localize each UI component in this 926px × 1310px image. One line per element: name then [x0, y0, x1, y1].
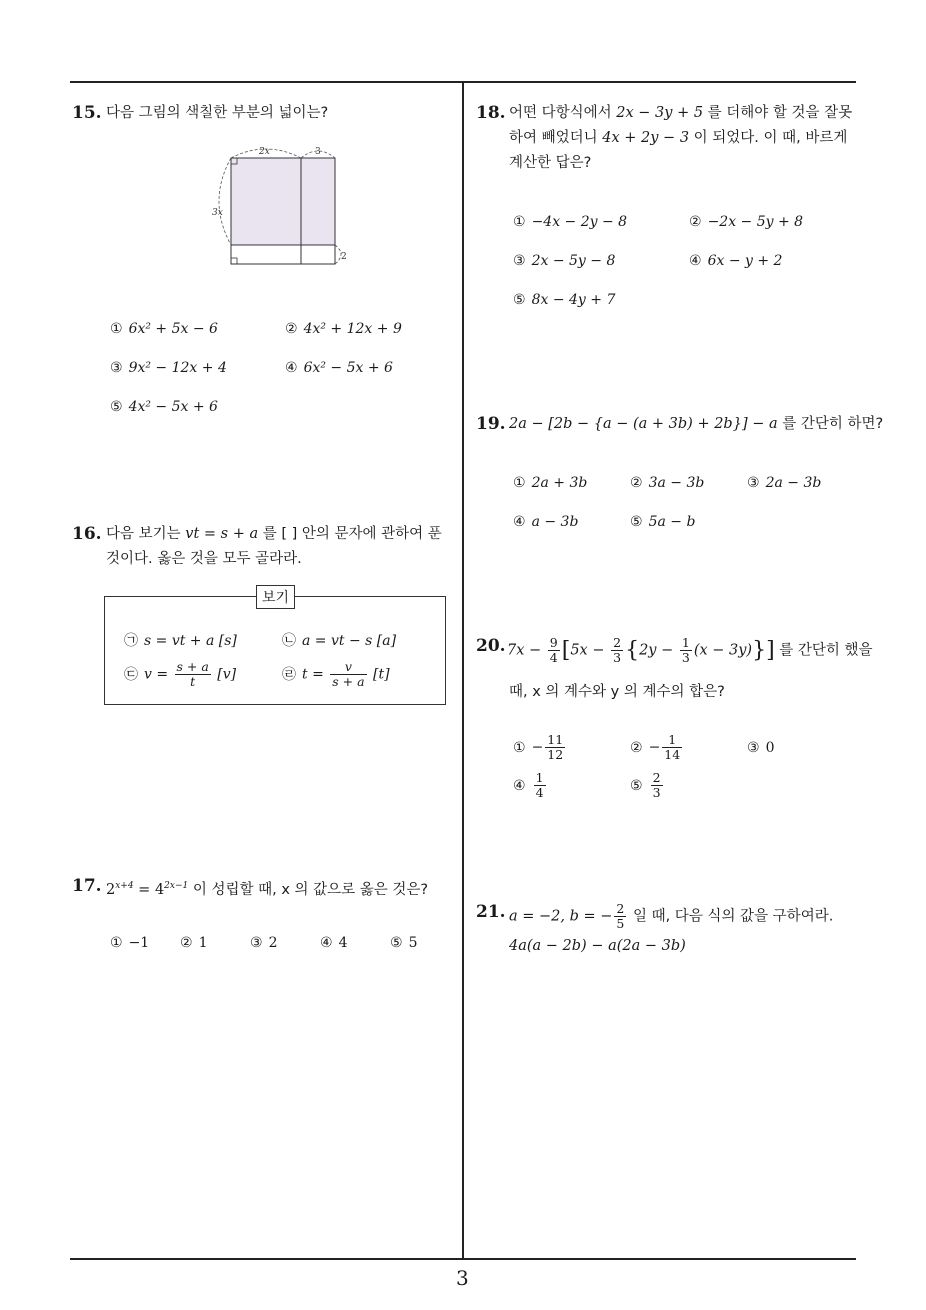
q18-choice-3[interactable]: ③ 2x − 5y − 8: [513, 253, 616, 269]
q20-choice-3[interactable]: ③ 0: [747, 740, 775, 756]
q17-choice-1[interactable]: ① −1: [110, 935, 150, 951]
q20-choice-2[interactable]: ② − $\frac{1}{14}$: [630, 732, 681, 762]
q15-choice-1[interactable]: ① 6x² + 5x − 6: [110, 321, 218, 337]
q15-number: 15.: [72, 103, 102, 123]
q19-number: 19.: [476, 414, 506, 434]
q17-choice-3[interactable]: ③ 2: [250, 935, 278, 951]
q15-choice-2[interactable]: ② 4x² + 12x + 9: [285, 321, 402, 337]
q20-text: 7x − $\frac{9}{4}$ [5x − $\frac{2}{3}$ {2y − $\frac{1}{3}$ (x − 3y)}] 를 간단히 했을: [507, 635, 873, 665]
q16-item-1[interactable]: ㉠ s = vt + a [s]: [124, 633, 237, 649]
q20-choice-1[interactable]: ① − $\frac{11}{12}$: [513, 732, 564, 762]
q17-choice-4[interactable]: ④ 4: [320, 935, 348, 951]
bottom-rule: [70, 1258, 856, 1260]
q16-item-4[interactable]: ㉣ t = $\frac{v}{s + a}$ [t]: [282, 659, 390, 689]
q15-label-2x: 2x: [259, 147, 270, 157]
q15-shaded-region: [231, 158, 335, 245]
column-divider: [462, 82, 464, 1258]
q17-choice-2[interactable]: ② 1: [180, 935, 208, 951]
q15-bottom-strip: [231, 245, 335, 264]
q18-choice-1[interactable]: ① −4x − 2y − 8: [513, 214, 628, 230]
q19-choice-4[interactable]: ④ a − 3b: [513, 514, 579, 530]
q16-text: 다음 보기는 vt = s + a 를 [ ] 안의 문자에 관하여 푼 것이다. 옳은 것을 모두 골라라.: [106, 526, 442, 567]
q15-label-2: 2: [341, 252, 347, 262]
q16-box-title: 보기: [256, 585, 295, 609]
q15-text: 다음 그림의 색칠한 부분의 넓이는?: [106, 105, 329, 121]
q21-expression: 4a(a − 2b) − a(2a − 3b): [509, 938, 686, 954]
q18-choice-4[interactable]: ④ 6x − y + 2: [689, 253, 783, 269]
q21-number: 21.: [476, 902, 506, 922]
q20-choice-5[interactable]: ⑤ $\frac{2}{3}$: [630, 770, 661, 800]
q19-choice-3[interactable]: ③ 2a − 3b: [747, 475, 822, 491]
q19-text: 2a − [2b − {a − (a + 3b) + 2b}] − a 를 간단히 하면?: [509, 416, 884, 432]
q16-number: 16.: [72, 524, 102, 544]
q21-text: a = −2, b = − $\frac{2}{5}$ 일 때, 다음 식의 값을 구하여라.: [509, 901, 834, 931]
q20-number: 20.: [476, 636, 506, 656]
q16-item-2[interactable]: ㉡ a = vt − s [a]: [282, 633, 397, 649]
q15-figure: [205, 142, 355, 270]
q18-choice-2[interactable]: ② −2x − 5y + 8: [689, 214, 804, 230]
q18-choice-5[interactable]: ⑤ 8x − 4y + 7: [513, 292, 616, 308]
q15-choice-4[interactable]: ④ 6x² − 5x + 6: [285, 360, 393, 376]
q19-choice-1[interactable]: ① 2a + 3b: [513, 475, 588, 491]
q18-text: 어떤 다항식에서 2x − 3y + 5 를 더해야 할 것을 잘못 하여 빼었더니 4x + 2y − 3 이 되었다. 이 때, 바르게 계산한 답은?: [509, 105, 853, 171]
q15-dim-3x: [219, 158, 231, 245]
q20-text-line2: 때, x 의 계수와 y 의 계수의 합은?: [509, 684, 725, 700]
q19-choice-5[interactable]: ⑤ 5a − b: [630, 514, 696, 530]
q17-number: 17.: [72, 876, 102, 896]
q17-choice-5[interactable]: ⑤ 5: [390, 935, 418, 951]
q15-choice-3[interactable]: ③ 9x² − 12x + 4: [110, 360, 227, 376]
q15-choice-5[interactable]: ⑤ 4x² − 5x + 6: [110, 399, 218, 415]
q20-choice-4[interactable]: ④ $\frac{1}{4}$: [513, 770, 544, 800]
q17-text: $2^{x+4} = 4^{2x-1}$ 이 성립할 때, x 의 값으로 옳은 것은?: [106, 881, 429, 898]
q19-choice-2[interactable]: ② 3a − 3b: [630, 475, 705, 491]
q15-label-3: 3: [315, 147, 321, 157]
q16-item-3[interactable]: ㉢ v = $\frac{s + a}{t}$ [v]: [124, 659, 237, 689]
q15-label-3x: 3x: [212, 208, 223, 218]
page-number: 3: [456, 1266, 469, 1290]
q18-number: 18.: [476, 103, 506, 123]
